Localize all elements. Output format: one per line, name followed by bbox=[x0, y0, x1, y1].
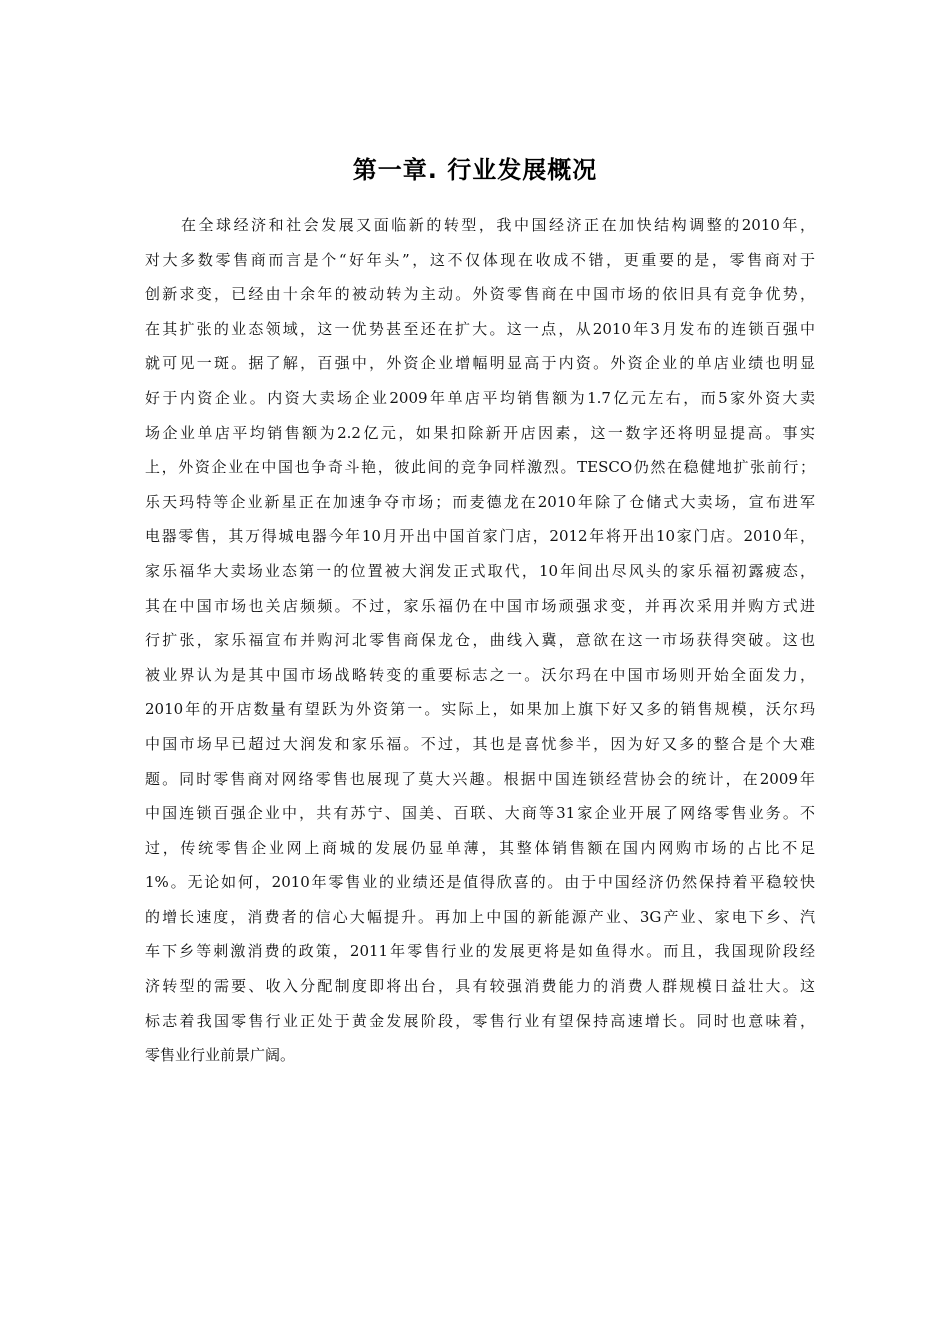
paragraph-line: 标志着我国零售行业正处于黄金发展阶段，零售行业有望保持高速增长。同时也意味着， bbox=[145, 1011, 815, 1030]
paragraph-line: 中国市场早已超过大润发和家乐福。不过，其也是喜忧参半，因为好又多的整合是个大难 bbox=[145, 734, 815, 753]
paragraph-line: 创新求变，已经由十余年的被动转为主动。外资零售商在中国市场的依旧具有竞争优势， bbox=[145, 285, 815, 304]
paragraph-line: 2010年的开店数量有望跃为外资第一。实际上，如果加上旗下好又多的销售规模，沃尔玛 bbox=[145, 700, 815, 719]
paragraph-line: 场企业单店平均销售额为2.2亿元，如果扣除新开店因素，这一数字还将明显提高。事实 bbox=[145, 423, 815, 442]
paragraph-line: 好于内资企业。内资大卖场企业2009年单店平均销售额为1.7亿元左右，而5家外资大卖 bbox=[145, 388, 815, 407]
paragraph-line: 中国连锁百强企业中，共有苏宁、国美、百联、大商等31家企业开展了网络零售业务。不 bbox=[145, 804, 815, 823]
paragraph-line: 过，传统零售企业网上商城的发展仍显单薄，其整体销售额在国内网购市场的占比不足 bbox=[145, 838, 815, 857]
paragraph-line: 就可见一斑。据了解，百强中，外资企业增幅明显高于内资。外资企业的单店业绩也明显 bbox=[145, 354, 815, 373]
body-paragraph bbox=[145, 208, 815, 1073]
paragraph-line: 零售业行业前景广阔。 bbox=[145, 1046, 296, 1065]
paragraph-line: 其在中国市场也关店频频。不过，家乐福仍在中国市场顽强求变，并再次采用并购方式进 bbox=[145, 596, 815, 615]
paragraph-line: 车下乡等刺激消费的政策，2011年零售行业的发展更将是如鱼得水。而且，我国现阶段经 bbox=[145, 942, 815, 961]
paragraph-line: 家乐福华大卖场业态第一的位置被大润发正式取代，10年间出尽风头的家乐福初露疲态， bbox=[145, 561, 815, 580]
paragraph-line: 的增长速度，消费者的信心大幅提升。再加上中国的新能源产业、3G产业、家电下乡、汽 bbox=[145, 907, 815, 926]
paragraph-line: 在全球经济和社会发展又面临新的转型，我中国经济正在加快结构调整的2010年， bbox=[181, 216, 815, 234]
paragraph-line: 对大多数零售商而言是个“好年头”，这不仅体现在收成不错，更重要的是，零售商对于 bbox=[145, 250, 815, 269]
paragraph-line: 被业界认为是其中国市场战略转变的重要标志之一。沃尔玛在中国市场则开始全面发力， bbox=[145, 665, 815, 684]
paragraph-line: 1%。无论如何，2010年零售业的业绩还是值得欣喜的。由于中国经济仍然保持着平稳较快 bbox=[145, 873, 815, 892]
paragraph-line: 乐天玛特等企业新星正在加速争夺市场；而麦德龙在2010年除了仓储式大卖场，宣布进军 bbox=[145, 492, 815, 511]
paragraph-line: 济转型的需要、收入分配制度即将出台，具有较强消费能力的消费人群规模日益壮大。这 bbox=[145, 977, 815, 996]
paragraph-line: 行扩张，家乐福宣布并购河北零售商保龙仓，曲线入冀，意欲在这一市场获得突破。这也 bbox=[145, 631, 815, 650]
paragraph-line: 电器零售，其万得城电器今年10月开出中国首家门店，2012年将开出10家门店。2010年， bbox=[145, 527, 815, 546]
paragraph-line: 上，外资企业在中国也争奇斗艳，彼此间的竞争同样激烈。TESCO仍然在稳健地扩张前行； bbox=[145, 458, 815, 477]
paragraph-line: 在其扩张的业态领域，这一优势甚至还在扩大。这一点，从2010年3月发布的连锁百强中 bbox=[145, 319, 815, 338]
paragraph-line: 题。同时零售商对网络零售也展现了莫大兴趣。根据中国连锁经营协会的统计，在2009年 bbox=[145, 769, 815, 788]
chapter-title: 第一章. 行业发展概况 bbox=[352, 156, 598, 184]
